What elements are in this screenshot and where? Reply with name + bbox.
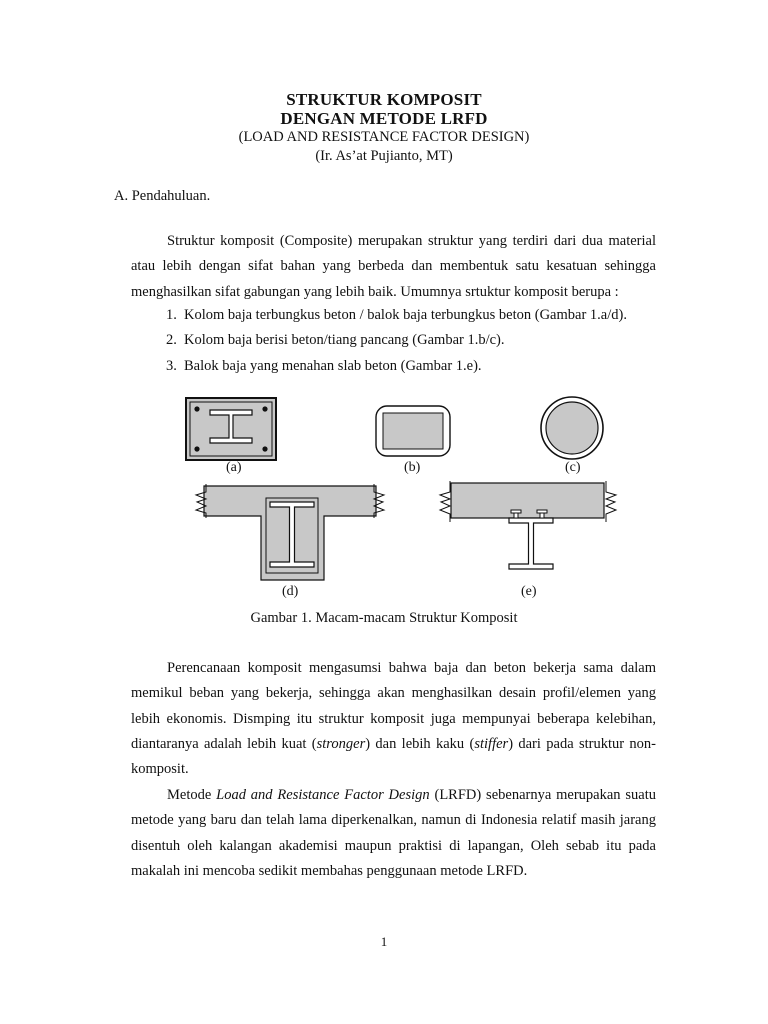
figure-label-b: (b)	[404, 460, 421, 475]
list-item-text: Balok baja yang menahan slab beton (Gambar 1.e).	[184, 357, 482, 374]
emphasis-term: stronger	[316, 735, 366, 752]
list-item-text: Kolom baja terbungkus beton / balok baja terbungkus beton (Gambar 1.a/d).	[184, 307, 627, 323]
section-heading: A. Pendahuluan.	[114, 188, 211, 204]
figure-a-encased-column	[186, 398, 276, 460]
figure-label-c: (c)	[565, 460, 581, 475]
composite-types-list	[166, 303, 627, 379]
figure-c-filled-circular-tube	[541, 397, 603, 459]
list-item-number: 2.	[166, 332, 177, 349]
list-item	[166, 354, 627, 379]
figure-d-encased-beam	[196, 484, 384, 580]
figure-e-beam-with-slab	[440, 481, 616, 569]
figure-label-d: (d)	[282, 584, 299, 599]
list-item-number: 1.	[166, 307, 177, 323]
composite-structures-figure	[175, 388, 625, 600]
title-block	[0, 90, 768, 166]
document-title-line2: DENGAN METODE LRFD	[280, 109, 488, 128]
list-item	[166, 328, 627, 353]
list-item	[166, 303, 627, 328]
emphasis-term: Load and Resistance Factor Design	[216, 787, 430, 803]
document-subtitle: (LOAD AND RESISTANCE FACTOR DESIGN)	[238, 129, 530, 145]
list-item-text: Kolom baja berisi beton/tiang pancang (Gambar 1.b/c).	[184, 332, 505, 349]
body-paragraph-text: ) dan lebih kaku (	[365, 735, 475, 752]
body-paragraph-text: ) dari pada struktur non-komposit.	[131, 735, 656, 778]
intro-paragraph-text: Struktur komposit (Composite) merupakan struktur yang terdiri dari dua material atau lebih dengan sifat bahan yang berbeda dan membentuk satu kesatuan sehingga menghasilkan sifat gabungan yang lebih baik. Umumnya srtuktur komposit berupa :	[131, 233, 656, 300]
intro-paragraph	[131, 229, 656, 305]
figure-label-e: (e)	[521, 584, 537, 599]
body-paragraph	[131, 656, 656, 782]
body-paragraph	[131, 783, 656, 884]
emphasis-term: stiffer	[474, 735, 509, 752]
figure-caption: Gambar 1. Macam-macam Struktur Komposit	[250, 610, 518, 626]
document-author: (Ir. As’at Pujianto, MT)	[315, 148, 453, 164]
composite-figure-drawing	[175, 388, 625, 600]
figure-label-a: (a)	[226, 460, 242, 475]
document-title-line1: STRUKTUR KOMPOSIT	[286, 90, 482, 109]
page-number: 1	[380, 934, 388, 949]
list-item-number: 3.	[166, 357, 177, 374]
body-paragraph-text: Perencanaan komposit mengasumsi bahwa baja dan beton bekerja sama dalam memikul beban yang bekerja, sehingga akan menghasilkan desain profil/elemen yang lebih ekonomis. Dismping itu struktur komposit juga mempunyai beberapa kelebihan, diantaranya adalah lebih kuat (	[131, 660, 656, 752]
body-paragraph-text: Metode	[167, 787, 217, 803]
body-paragraph-text: (LRFD) sebenarnya merupakan suatu metode yang baru dan telah lama diperkenalkan, namun di Indonesia relatif masih jarang disentuh oleh kalangan akademisi maupun praktisi di lapangan, Oleh sebab itu pada makalah ini mencoba sedikit membahas penggunaan metode LRFD.	[131, 787, 656, 879]
figure-b-filled-rect-tube	[376, 406, 450, 456]
